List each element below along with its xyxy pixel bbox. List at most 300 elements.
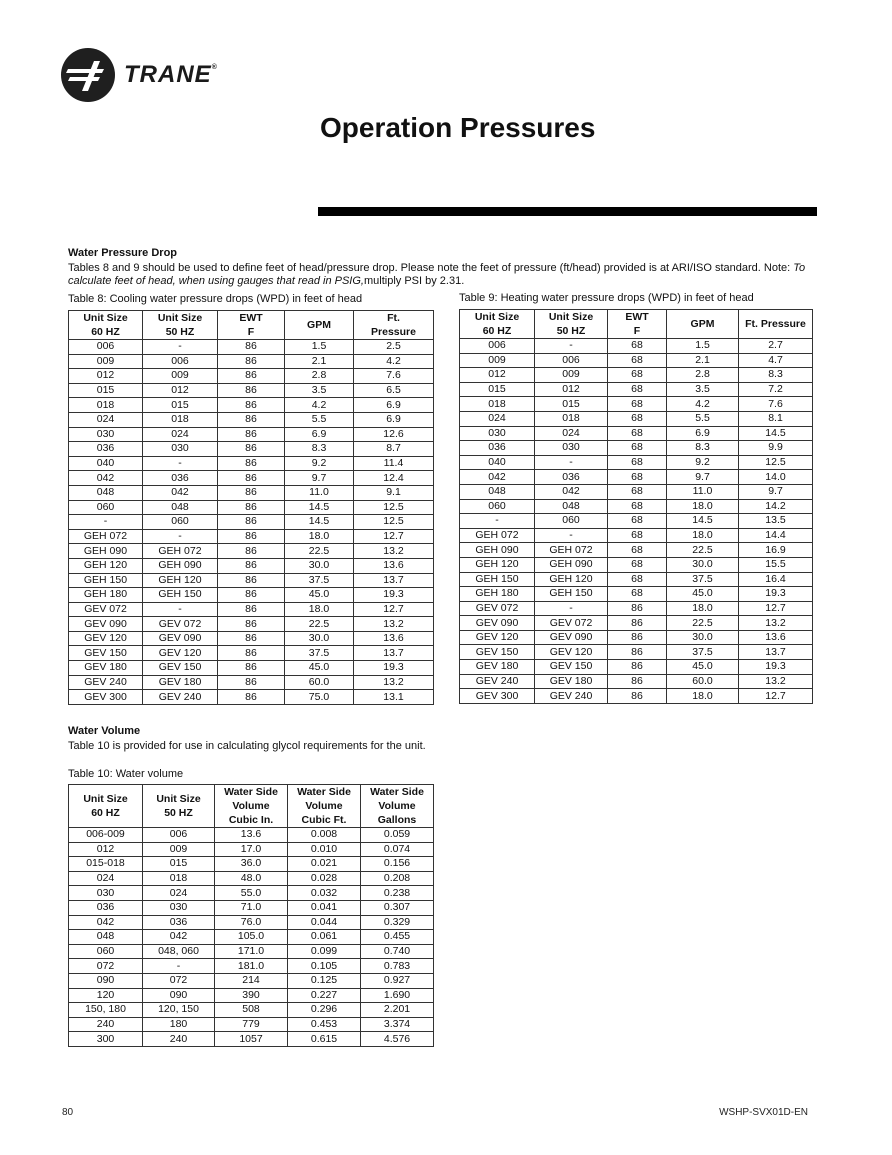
table-cell: 012 <box>69 369 143 384</box>
table-cell: 68 <box>608 353 667 368</box>
table-row <box>460 557 813 572</box>
table-cell: GEH 150 <box>460 572 535 587</box>
table-cell: 042 <box>460 470 535 485</box>
table-cell: GEV 240 <box>535 689 608 704</box>
table-cell: GEV 120 <box>69 631 143 646</box>
table-cell: 006 <box>69 340 143 355</box>
table-cell: 0.783 <box>361 959 434 974</box>
table-cell: 024 <box>143 886 215 901</box>
table-cell: GEH 120 <box>535 572 608 587</box>
column-header-line: Water Side <box>370 786 424 798</box>
table-cell: 13.2 <box>354 675 434 690</box>
header-row <box>69 311 434 340</box>
table-cell: 0.021 <box>288 857 361 872</box>
table-cell: GEV 072 <box>143 617 218 632</box>
table-row <box>460 426 813 441</box>
table-cell: 16.4 <box>739 572 813 587</box>
table-cell: 048 <box>69 930 143 945</box>
table-cell: 1.5 <box>667 339 739 354</box>
table-cell: 12.7 <box>739 689 813 704</box>
table-cell: 1057 <box>215 1032 288 1047</box>
table-cell: 8.7 <box>354 442 434 457</box>
column-header <box>285 311 354 340</box>
table-cell: 86 <box>218 471 285 486</box>
table-cell: 14.5 <box>285 515 354 530</box>
table-cell: GEV 120 <box>535 645 608 660</box>
table-cell: 13.7 <box>354 573 434 588</box>
table-cell: 048 <box>460 484 535 499</box>
table-cell: 13.1 <box>354 690 434 705</box>
table-cell: 024 <box>69 412 143 427</box>
table-cell: 45.0 <box>285 588 354 603</box>
title-rule <box>318 207 817 216</box>
water-volume-heading: Water Volume <box>68 725 141 737</box>
column-header-line: Cubic Ft. <box>301 814 347 826</box>
table-cell: GEV 150 <box>535 660 608 675</box>
header-row <box>460 310 813 339</box>
table-cell: 0.008 <box>288 828 361 843</box>
table-cell: 14.5 <box>285 500 354 515</box>
table-cell: 14.5 <box>667 514 739 529</box>
table-cell: 7.6 <box>354 369 434 384</box>
table-row <box>460 689 813 704</box>
table-cell: 120 <box>69 988 143 1003</box>
table-cell: 86 <box>218 398 285 413</box>
header-row <box>69 785 434 828</box>
table-cell: 37.5 <box>667 572 739 587</box>
table-cell: 030 <box>69 427 143 442</box>
table-cell: 072 <box>69 959 143 974</box>
table-row <box>69 988 434 1003</box>
table-cell: 036 <box>535 470 608 485</box>
table-cell: GEV 180 <box>143 675 218 690</box>
table-cell: 024 <box>143 427 218 442</box>
column-header <box>667 310 739 339</box>
table-cell: 3.5 <box>285 383 354 398</box>
column-header <box>739 310 813 339</box>
column-header-line: Pressure <box>371 326 416 338</box>
paragraph-main: Tables 8 and 9 should be used to define feet of head/pressure drop. Please note the feet of pressure (ft/head) provided is at ARI/ISO standard. <box>68 262 764 274</box>
table-cell: 19.3 <box>354 588 434 603</box>
table-cell: 13.6 <box>354 631 434 646</box>
table-cell: 018 <box>143 412 218 427</box>
table-cell: 9.7 <box>285 471 354 486</box>
table-cell: 048 <box>535 499 608 514</box>
table10-caption: Table 10: Water volume <box>68 768 184 780</box>
document-code: WSHP-SVX01D-EN <box>719 1107 808 1118</box>
table-cell: GEV 120 <box>143 646 218 661</box>
table-cell: 009 <box>143 369 218 384</box>
table-cell: 19.3 <box>739 587 813 602</box>
table-cell: GEH 072 <box>535 543 608 558</box>
table-cell: 508 <box>215 1003 288 1018</box>
table-row <box>460 411 813 426</box>
table-cell: 6.9 <box>667 426 739 441</box>
table-cell: 0.105 <box>288 959 361 974</box>
table-cell: 012 <box>460 368 535 383</box>
table-cell: 55.0 <box>215 886 288 901</box>
table-cell: 048, 060 <box>143 944 215 959</box>
table-cell: 68 <box>608 455 667 470</box>
table-row <box>69 500 434 515</box>
table-cell: 68 <box>608 368 667 383</box>
table-cell: 0.307 <box>361 900 434 915</box>
table-cell: 86 <box>218 354 285 369</box>
table-cell: 86 <box>218 675 285 690</box>
table-cell: 0.044 <box>288 915 361 930</box>
table-cell: 16.9 <box>739 543 813 558</box>
paragraph-note-end: multiply PSI by 2.31. <box>363 275 465 287</box>
table-cell: 68 <box>608 514 667 529</box>
column-header-line: Unit Size <box>83 793 128 805</box>
table-cell: 30.0 <box>285 558 354 573</box>
table-row <box>460 514 813 529</box>
trane-circle-logo-icon <box>60 47 116 103</box>
table-cell: 006 <box>535 353 608 368</box>
table-cell: 86 <box>218 456 285 471</box>
column-header <box>69 785 143 828</box>
table-cell: 14.5 <box>739 426 813 441</box>
table-cell: 37.5 <box>285 573 354 588</box>
table-row <box>460 645 813 660</box>
table-cell: 11.4 <box>354 456 434 471</box>
table-cell: 240 <box>69 1017 143 1032</box>
table-cell: 024 <box>535 426 608 441</box>
table-cell: 86 <box>218 558 285 573</box>
table-cell: GEV 090 <box>535 630 608 645</box>
table-row <box>69 558 434 573</box>
column-header-line: GPM <box>307 319 331 331</box>
table-cell: 11.0 <box>285 485 354 500</box>
table-row <box>69 944 434 959</box>
table-row <box>69 529 434 544</box>
column-header <box>608 310 667 339</box>
table-cell: 015 <box>535 397 608 412</box>
table-cell: 0.010 <box>288 842 361 857</box>
table-cell: 13.6 <box>215 828 288 843</box>
table-row <box>69 675 434 690</box>
table-cell: 015 <box>143 398 218 413</box>
table-cell: 6.9 <box>354 398 434 413</box>
table-cell: 13.7 <box>354 646 434 661</box>
table-row <box>460 397 813 412</box>
table-row <box>69 456 434 471</box>
table-cell: GEH 072 <box>143 544 218 559</box>
table-cell: 030 <box>460 426 535 441</box>
table-cell: 13.2 <box>354 544 434 559</box>
table-cell: 9.2 <box>667 455 739 470</box>
table-cell: 30.0 <box>667 557 739 572</box>
table-cell: 012 <box>69 842 143 857</box>
table-cell: 86 <box>218 690 285 705</box>
table-cell: 009 <box>535 368 608 383</box>
table-cell: 37.5 <box>667 645 739 660</box>
table-cell: 9.7 <box>667 470 739 485</box>
column-header-line: Volume <box>378 800 416 812</box>
table-cell: GEV 150 <box>143 661 218 676</box>
column-header-line: EWT <box>239 312 263 324</box>
column-header-line: Volume <box>232 800 270 812</box>
table-cell: 86 <box>218 588 285 603</box>
table-cell: 12.4 <box>354 471 434 486</box>
table-cell: 072 <box>143 973 215 988</box>
table-cell: 0.041 <box>288 900 361 915</box>
table-cell: 86 <box>218 485 285 500</box>
table-cell: 68 <box>608 572 667 587</box>
table-row <box>69 471 434 486</box>
table-cell: 0.059 <box>361 828 434 843</box>
table-cell: - <box>143 602 218 617</box>
table-cell: 040 <box>69 456 143 471</box>
table-cell: GEH 072 <box>69 529 143 544</box>
table-cell: 4.2 <box>285 398 354 413</box>
table-row <box>460 572 813 587</box>
table-cell: 0.455 <box>361 930 434 945</box>
table-cell: - <box>460 514 535 529</box>
table-cell: 120, 150 <box>143 1003 215 1018</box>
table-row <box>460 674 813 689</box>
table-cell: 180 <box>143 1017 215 1032</box>
table-cell: 060 <box>69 500 143 515</box>
table-row <box>69 1032 434 1047</box>
table-cell: 0.740 <box>361 944 434 959</box>
table-cell: GEH 180 <box>69 588 143 603</box>
column-header-line: 60 HZ <box>91 807 120 819</box>
table-cell: 015 <box>69 383 143 398</box>
table-cell: 0.615 <box>288 1032 361 1047</box>
table-cell: 13.5 <box>739 514 813 529</box>
table-cell: 0.453 <box>288 1017 361 1032</box>
table-cell: 024 <box>460 411 535 426</box>
table-cell: 0.032 <box>288 886 361 901</box>
column-header-line: 60 HZ <box>482 325 512 337</box>
table-cell: 015-018 <box>69 857 143 872</box>
page-number: 80 <box>62 1107 74 1118</box>
table-cell: 68 <box>608 411 667 426</box>
table-cell: 6.9 <box>354 412 434 427</box>
table-row <box>69 544 434 559</box>
table-cell: 11.0 <box>667 484 739 499</box>
table-cell: 86 <box>218 646 285 661</box>
table8-caption: Table 8: Cooling water pressure drops (WPD) in feet of head <box>68 293 363 305</box>
table-cell: GEH 150 <box>69 573 143 588</box>
column-header-line: Ft. Pressure <box>745 318 806 330</box>
column-header-line: EWT <box>625 311 649 323</box>
table-cell: 86 <box>218 602 285 617</box>
table-cell: 2.1 <box>667 353 739 368</box>
table-cell: 15.5 <box>739 557 813 572</box>
table-cell: 18.0 <box>667 601 739 616</box>
table-cell: 45.0 <box>667 660 739 675</box>
table-cell: GEH 150 <box>535 587 608 602</box>
table-cell: 048 <box>143 500 218 515</box>
table-cell: 45.0 <box>667 587 739 602</box>
table-row <box>69 485 434 500</box>
table-cell: 22.5 <box>285 544 354 559</box>
table-cell: GEH 090 <box>535 557 608 572</box>
table-cell: 12.6 <box>354 427 434 442</box>
table-cell: 18.0 <box>667 689 739 704</box>
table-cell: GEV 180 <box>69 661 143 676</box>
table-cell: 006-009 <box>69 828 143 843</box>
table-cell: 12.5 <box>354 515 434 530</box>
table-cell: GEH 120 <box>69 558 143 573</box>
table-cell: 090 <box>143 988 215 1003</box>
table-cell: 006 <box>460 339 535 354</box>
table-cell: 9.7 <box>739 484 813 499</box>
table-row <box>69 973 434 988</box>
table-cell: 30.0 <box>667 630 739 645</box>
table-cell: 9.2 <box>285 456 354 471</box>
table-cell: 19.3 <box>354 661 434 676</box>
table-row <box>69 412 434 427</box>
table-cell: GEH 120 <box>460 557 535 572</box>
brand-name: TRANE <box>124 61 212 88</box>
table-cell: - <box>535 601 608 616</box>
table-row <box>69 354 434 369</box>
table-cell: GEV 180 <box>460 660 535 675</box>
table-cell: 8.3 <box>739 368 813 383</box>
table-row <box>460 499 813 514</box>
table-row <box>69 842 434 857</box>
table-cell: 4.7 <box>739 353 813 368</box>
column-header-line: Volume <box>305 800 343 812</box>
table-row <box>69 857 434 872</box>
table-cell: 090 <box>69 973 143 988</box>
column-header-line: Unit Size <box>83 312 128 324</box>
table-cell: 68 <box>608 382 667 397</box>
water-volume-paragraph: Table 10 is provided for use in calculating glycol requirements for the unit. <box>68 740 426 752</box>
table-cell: 36.0 <box>215 857 288 872</box>
table-cell: 75.0 <box>285 690 354 705</box>
table-cell: 3.5 <box>667 382 739 397</box>
table-row <box>69 588 434 603</box>
table-row <box>460 616 813 631</box>
table-cell: 060 <box>460 499 535 514</box>
table-cell: 2.201 <box>361 1003 434 1018</box>
table-row <box>460 455 813 470</box>
table-cell: 7.6 <box>739 397 813 412</box>
table-cell: 86 <box>218 340 285 355</box>
table-cell: 048 <box>69 485 143 500</box>
table-row <box>69 959 434 974</box>
table-cell: 86 <box>218 412 285 427</box>
column-header <box>218 311 285 340</box>
column-header <box>460 310 535 339</box>
table-row <box>69 646 434 661</box>
table-cell: 9.9 <box>739 441 813 456</box>
table-cell: 68 <box>608 470 667 485</box>
table-cell: - <box>143 529 218 544</box>
table-row <box>460 353 813 368</box>
column-header-line: Unit Size <box>474 311 520 323</box>
table-cell: 68 <box>608 339 667 354</box>
table-cell: 018 <box>143 871 215 886</box>
table-cell: 036 <box>69 442 143 457</box>
column-header <box>69 311 143 340</box>
table-cell: 060 <box>69 944 143 959</box>
table-cell: 0.125 <box>288 973 361 988</box>
table-row <box>69 871 434 886</box>
table-cell: 86 <box>218 515 285 530</box>
table-cell: 390 <box>215 988 288 1003</box>
table-row <box>460 470 813 485</box>
table-cell: 12.5 <box>739 455 813 470</box>
table-cell: 14.4 <box>739 528 813 543</box>
table-cell: 042 <box>69 915 143 930</box>
table-row <box>460 441 813 456</box>
table-cell: 779 <box>215 1017 288 1032</box>
table-cell: - <box>535 339 608 354</box>
table-cell: 171.0 <box>215 944 288 959</box>
table-cell: 14.0 <box>739 470 813 485</box>
table-cell: - <box>143 456 218 471</box>
table-cell: GEH 120 <box>143 573 218 588</box>
table-cell: - <box>535 528 608 543</box>
column-header-line: GPM <box>690 318 715 330</box>
table-cell: 240 <box>143 1032 215 1047</box>
table-cell: 18.0 <box>285 529 354 544</box>
table-cell: GEV 150 <box>460 645 535 660</box>
table-cell: GEH 090 <box>69 544 143 559</box>
column-header <box>143 785 215 828</box>
table-cell: 86 <box>218 529 285 544</box>
trane-logo <box>60 47 218 103</box>
table-row <box>69 602 434 617</box>
table-cell: 018 <box>535 411 608 426</box>
table-cell: 6.5 <box>354 383 434 398</box>
table-cell: 0.099 <box>288 944 361 959</box>
water-pressure-drop-paragraph <box>68 262 824 288</box>
table-cell: 6.9 <box>285 427 354 442</box>
table-cell: 12.5 <box>354 500 434 515</box>
table-cell: 86 <box>218 383 285 398</box>
table-row <box>460 528 813 543</box>
column-header-line: Unit Size <box>156 793 201 805</box>
table-cell: 2.8 <box>285 369 354 384</box>
table-row <box>460 382 813 397</box>
table-cell: 0.061 <box>288 930 361 945</box>
table-cell: 181.0 <box>215 959 288 974</box>
table-cell: 86 <box>218 369 285 384</box>
table-cell: 18.0 <box>285 602 354 617</box>
column-header-line: Cubic In. <box>228 814 274 826</box>
column-header-line: Ft. <box>387 312 400 324</box>
table-cell: 042 <box>143 930 215 945</box>
table-cell: 71.0 <box>215 900 288 915</box>
table-cell: GEV 090 <box>143 631 218 646</box>
table-cell: 018 <box>69 398 143 413</box>
table-cell: 22.5 <box>285 617 354 632</box>
table-cell: 86 <box>608 674 667 689</box>
table-row <box>460 660 813 675</box>
table-cell: 86 <box>218 500 285 515</box>
column-header-line: F <box>247 326 255 338</box>
table-cell: 0.238 <box>361 886 434 901</box>
table-cell: 015 <box>143 857 215 872</box>
table-cell: GEV 120 <box>460 630 535 645</box>
table-row <box>460 601 813 616</box>
table-cell: - <box>535 455 608 470</box>
table-cell: GEV 240 <box>143 690 218 705</box>
table-cell: 86 <box>218 427 285 442</box>
table-cell: 040 <box>460 455 535 470</box>
table-cell: 13.6 <box>739 630 813 645</box>
table-cell: 2.8 <box>667 368 739 383</box>
table-cell: 86 <box>608 601 667 616</box>
table-cell: 030 <box>535 441 608 456</box>
table-cell: 060 <box>535 514 608 529</box>
